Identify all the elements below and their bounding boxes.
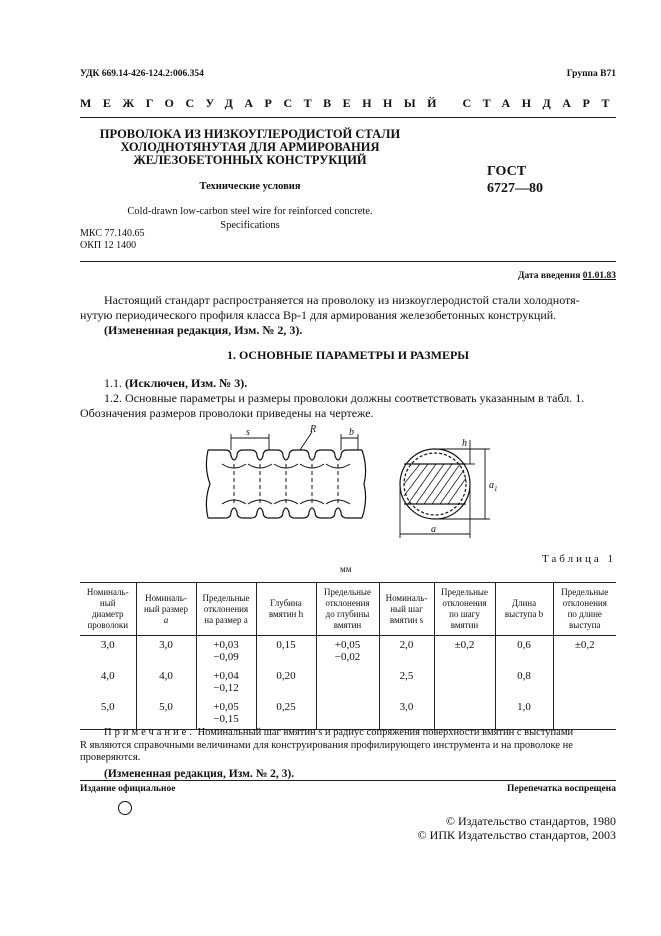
intro-amendment: (Измененная редакция, Изм. № 2, 3).	[104, 323, 303, 337]
note-line-1	[80, 727, 616, 740]
publisher-mark-icon	[117, 800, 133, 816]
header-tolerance-a: Предельные отклонения на размер a	[196, 583, 256, 636]
reprint-prohibited: Перепечатка воспрещена	[506, 784, 616, 794]
gost-label: ГОСТ	[487, 164, 527, 179]
header-pitch-s: Номиналь- ный шаг вмятин s	[379, 583, 434, 636]
clause-1-1	[80, 376, 616, 391]
clause-1-2-line-1: 1.2. Основные параметры и размеры проволоки должны соответствовать указанным в табл. 1.	[104, 391, 585, 405]
copyright-2003: © ИПК Издательство стандартов, 2003	[417, 828, 616, 842]
cell-size-a: 3,0	[136, 636, 196, 668]
cell-pitch-s: 2,5	[379, 667, 434, 698]
label-protrusion-b: b	[349, 427, 354, 438]
cell-protrusion-b: 1,0	[495, 698, 553, 730]
header-nominal-size-a: Номиналь- ный размер a	[136, 583, 196, 636]
title-line-1: ПРОВОЛОКА ИЗ НИЗКОУГЛЕРОДИСТОЙ СТАЛИ	[99, 127, 401, 141]
group-code: Группа В71	[566, 69, 616, 79]
udk-code: УДК 669.14-426-124.2:006.354	[80, 69, 204, 79]
okp-code: ОКП 12 1400	[80, 240, 137, 251]
footer-rule	[80, 780, 616, 781]
gost-number: 6727—80	[487, 181, 543, 196]
label-size-a: a	[431, 524, 436, 535]
label-pitch-s: s	[246, 427, 250, 438]
gost-designation	[487, 163, 543, 197]
effective-date-value: 01.01.83	[582, 271, 616, 281]
title-rule	[80, 261, 616, 262]
header-tolerance-length: Предельные отклонения по длине выступа	[553, 583, 616, 636]
note-label: Примечание.	[104, 727, 195, 738]
title-line-2: ХОЛОДНОТЯНУТАЯ ДЛЯ АРМИРОВАНИЯ	[120, 140, 380, 154]
cell-diameter: 5,0	[80, 698, 136, 730]
copyright-block	[360, 814, 616, 842]
section-1-clauses	[80, 376, 616, 421]
intro-line-1: Настоящий стандарт распространяется на проволоку из низкоуглеродистой стали холоднотя-	[104, 293, 580, 307]
table-1	[80, 582, 616, 730]
table-caption: Таблица 1	[541, 553, 616, 565]
classification-codes	[80, 228, 144, 252]
title-line-3: ЖЕЛЕЗОБЕТОННЫХ КОНСТРУКЦИЙ	[133, 153, 367, 167]
note-line-3: проверяются.	[80, 752, 141, 763]
cell-diameter: 4,0	[100, 670, 115, 682]
header-nominal-diameter: Номиналь- ный диаметр проволоки	[80, 583, 136, 636]
note-line-2: R являются справочными величинами для конструирования профилирующего инструмента и на проволоке не	[80, 739, 573, 751]
header-dent-depth-h: Глубина вмятин h	[256, 583, 316, 636]
label-radius-r: R	[310, 424, 317, 435]
table-row	[80, 636, 616, 668]
official-edition: Издание официальное	[80, 784, 176, 794]
table-header-row	[80, 583, 616, 636]
cell-tolerance-length	[553, 698, 616, 730]
section-1-title: 1. ОСНОВНЫЕ ПАРАМЕТРЫ И РАЗМЕРЫ	[226, 348, 470, 362]
header-tolerance-pitch: Предельные отклонения по шагу вмятин	[434, 583, 495, 636]
cell-tolerance-length	[553, 667, 616, 698]
cell-depth-h: 0,25	[256, 698, 316, 730]
cell-tolerance-a: +0,03 −0,09	[196, 636, 256, 668]
table-note	[80, 727, 616, 780]
wire-cross-section	[400, 449, 470, 519]
cell-protrusion-b: 0,6	[495, 636, 553, 668]
cell-tolerance-length: ±0,2	[553, 636, 616, 668]
table-row	[80, 698, 616, 730]
cell-tolerance-pitch: ±0,2	[434, 636, 495, 668]
clause-1-1-number: 1.1.	[104, 376, 122, 390]
cell-tolerance-depth: +0,05 −0,02	[316, 636, 379, 668]
cell-tolerance-a: +0,05 −0,15	[196, 698, 256, 730]
header-protrusion-b: Длина выступа b	[495, 583, 553, 636]
interstate-standard-banner: МЕЖГОСУДАРСТВЕННЫЙ СТАНДАРТ	[80, 96, 621, 110]
cell-tolerance-depth	[316, 667, 379, 698]
copyright-1980: © Издательство стандартов, 1980	[445, 814, 616, 828]
cell-tolerance-a: +0,04 −0,12	[196, 667, 256, 698]
intro-paragraph	[80, 293, 616, 338]
header-rule	[80, 117, 616, 118]
english-title-line-1: Cold-drawn low-carbon steel wire for reinforced concrete.	[127, 206, 373, 217]
effective-date	[420, 271, 616, 281]
document-subtitle: Технические условия	[199, 181, 301, 192]
clause-1-1-text: (Исключен, Изм. № 3).	[125, 376, 248, 390]
label-dent-depth-h: h	[462, 438, 467, 449]
cell-tolerance-pitch	[434, 698, 495, 730]
note-amendment: (Измененная редакция, Изм. № 2, 3).	[104, 767, 295, 780]
intro-line-2: нутую периодического профиля класса Вр-1 для армирования железобетонных конструкций.	[80, 308, 557, 322]
table-row	[80, 667, 616, 698]
cell-tolerance-pitch	[434, 667, 495, 698]
cell-depth-h: 0,20	[256, 667, 316, 698]
cell-size-a: 5,0	[136, 698, 196, 730]
clause-1-2-line-2: Обозначения размеров проволоки приведены на чертеже.	[80, 406, 374, 420]
note-text-1: Номинальный шаг вмятин s и радиус сопряжения поверхности вмятин с выступами	[197, 727, 574, 738]
cell-pitch-s: 2,0	[379, 636, 434, 668]
cell-protrusion-b: 0,8	[495, 667, 553, 698]
cell-diameter: 3,0	[100, 639, 115, 651]
effective-date-label: Дата введения	[517, 271, 581, 281]
label-size-a1: $a_1$	[489, 480, 498, 493]
cell-size-a: 4,0	[136, 667, 196, 698]
wire-side-view	[208, 450, 362, 518]
mks-code: МКС 77.140.65	[80, 228, 145, 239]
english-title-line-2: Specifications	[220, 220, 280, 231]
header-tolerance-depth: Предельные отклонения до глубины вмятин	[316, 583, 379, 636]
table-units: мм	[340, 564, 352, 574]
cell-pitch-s: 3,0	[379, 698, 434, 730]
cell-tolerance-depth	[316, 698, 379, 730]
cell-depth-h: 0,15	[256, 636, 316, 668]
document-title	[80, 128, 420, 167]
wire-profile-drawing	[200, 420, 500, 550]
